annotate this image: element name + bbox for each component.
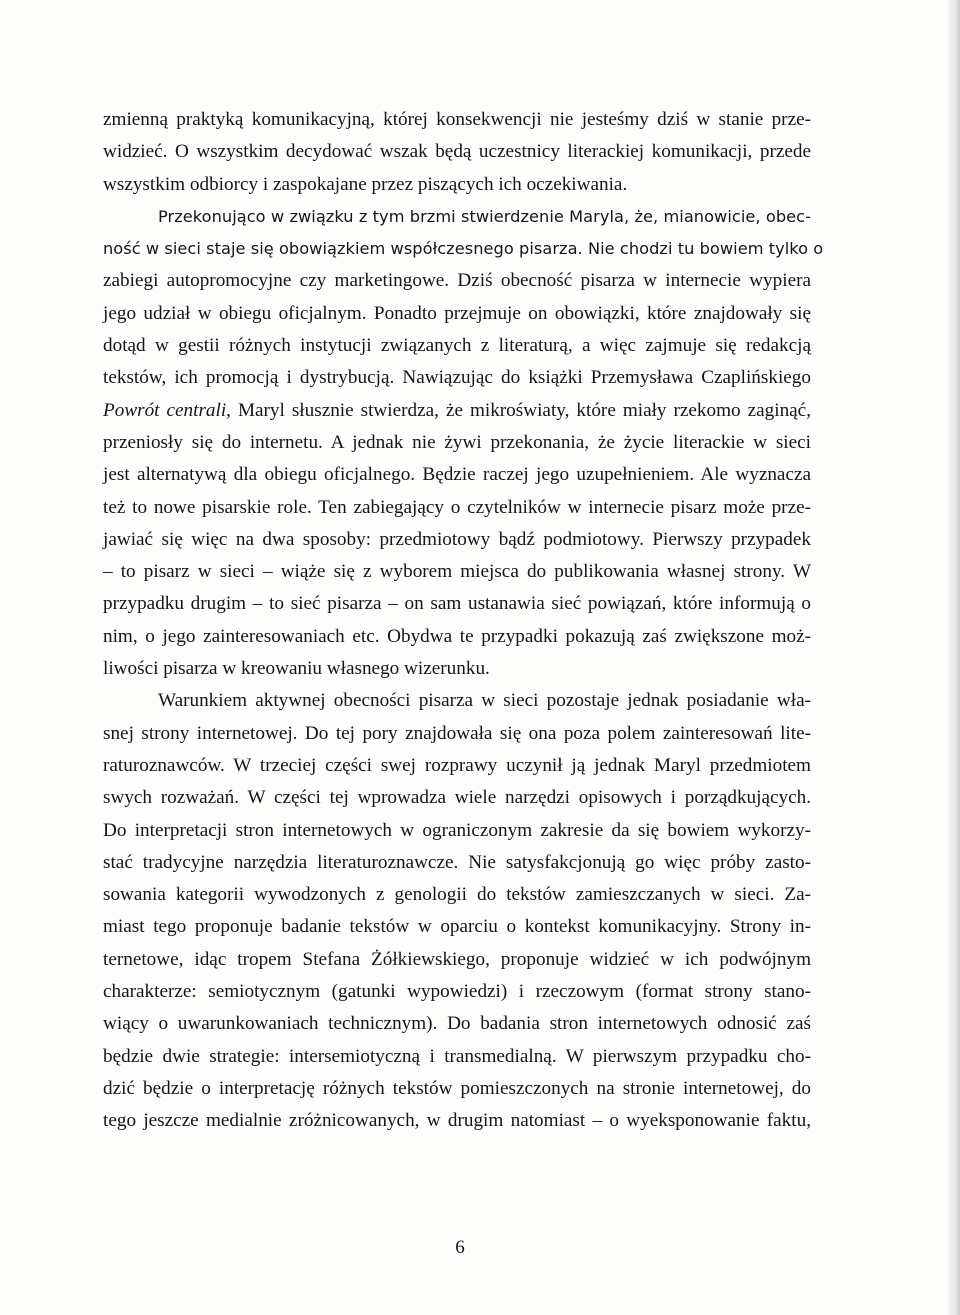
text-line: zabiegi autopromocyjne czy marketingowe. Dziś obecność pisarza w internecie wypiera bbox=[103, 270, 811, 292]
text-line: wszystkim odbiorcy i zaspokajane przez piszących ich oczekiwania. bbox=[103, 173, 628, 195]
body-text bbox=[103, 104, 824, 1138]
text-line: charakterze: semiotycznym (gatunki wypowiedzi) i rzeczowym (format strony stano- bbox=[103, 981, 811, 1003]
text-line: tekstów, ich promocją i dystrybucją. Nawiązując do książki Przemysława Czaplińskiego bbox=[103, 367, 811, 389]
paragraph-start-line: Przekonująco w związku z tym brzmi stwierdzenie Maryla, że, mianowicie, obec- bbox=[158, 206, 811, 226]
text-line: przeniosły się do internetu. A jednak nie żywi przekonania, że życie literackie w sieci bbox=[103, 431, 811, 453]
text-line: też to nowe pisarskie role. Ten zabiegający o czytelników w internecie pisarz może prze- bbox=[103, 496, 811, 518]
text-line-with-title bbox=[103, 395, 811, 427]
text-line: ność w sieci staje się obowiązkiem współczesnego pisarza. Nie chodzi tu bowiem tylko o bbox=[103, 239, 824, 259]
text-line: tego jeszcze medialnie zróżnicowanych, w drugim natomiast – o wyeksponowanie faktu, bbox=[103, 1110, 811, 1132]
text-line: stać tradycyjne narzędzia literaturoznawcze. Nie satysfakcjonują go więc próby zasto- bbox=[103, 851, 811, 873]
text-line: swych rozważań. W części tej wprowadza wiele narzędzi opisowych i porządkujących. bbox=[103, 787, 811, 809]
text-line: ternetowe, idąc tropem Stefana Żółkiewskiego, proponuje widzieć w ich podwójnym bbox=[103, 948, 811, 970]
text-line: wiący o uwarunkowaniach technicznym). Do badania stron internetowych odnosić zaś bbox=[103, 1013, 811, 1035]
text-line: dzić będzie o interpretację różnych tekstów pomieszczonych na stronie internetowej, do bbox=[103, 1077, 811, 1099]
text-line: zmienną praktyką komunikacyjną, której konsekwencji nie jesteśmy dziś w stanie prze- bbox=[103, 109, 811, 130]
text-line: sowania kategorii wywodzonych z genologii do tekstów zamieszczanych w sieci. Za- bbox=[103, 884, 811, 906]
text-line: liwości pisarza w kreowaniu własnego wizerunku. bbox=[103, 658, 490, 680]
text-line: snej strony internetowej. Do tej pory znajdowała się ona poza polem zainteresowań lite- bbox=[103, 722, 811, 744]
text-line-rest: Maryl słusznie stwierdza, że mikroświaty, które miały rzekomo zaginąć, bbox=[237, 399, 811, 421]
text-line: raturoznawców. W trzeciej części swej rozprawy uczynił ją jednak Maryl przedmiotem bbox=[103, 754, 811, 776]
text-line: jawiać się więc na dwa sposoby: przedmiotowy bądź podmiotowy. Pierwszy przypadek bbox=[103, 528, 811, 550]
text-line: miast tego proponuje badanie tekstów w oparciu o kontekst komunikacyjny. Strony in- bbox=[103, 916, 811, 938]
text-line: nim, o jego zainteresowaniach etc. Obydwa te przypadki pokazują zaś zwiększone moż- bbox=[103, 625, 811, 647]
paragraph-start-line: Warunkiem aktywnej obecności pisarza w sieci pozostaje jednak posiadanie wła- bbox=[158, 690, 811, 712]
text-line: jest alternatywą dla obiegu oficjalnego. Będzie raczej jego uzupełnieniem. Ale wyznacza bbox=[103, 464, 811, 486]
text-line: będzie dwie strategie: intersemiotyczną i transmedialną. W pierwszym przypadku cho- bbox=[103, 1045, 811, 1067]
text-line: – to pisarz w sieci – wiąże się z wyborem miejsca do publikowania własnej strony. W bbox=[103, 561, 811, 583]
text-line: widzieć. O wszystkim decydować wszak będą uczestnicy literackiej komunikacji, przede bbox=[103, 141, 811, 163]
scan-edge-shadow bbox=[946, 0, 960, 1315]
text-line: Do interpretacji stron internetowych w ograniczonym zakresie da się bowiem wykorzy- bbox=[103, 819, 811, 841]
page-number: 6 bbox=[455, 1237, 465, 1258]
text-line: dotąd w gestii różnych instytucji związanych z literaturą, a więc zajmuje się redakcją bbox=[103, 335, 811, 357]
text-line: przypadku drugim – to sieć pisarza – on sam ustanawia sieć powiązań, które informują o bbox=[103, 593, 811, 615]
text-line: jego udział w obiegu oficjalnym. Ponadto przejmuje on obowiązki, które znajdowały się bbox=[103, 302, 811, 324]
book-title: Powrót centrali, bbox=[103, 399, 231, 421]
